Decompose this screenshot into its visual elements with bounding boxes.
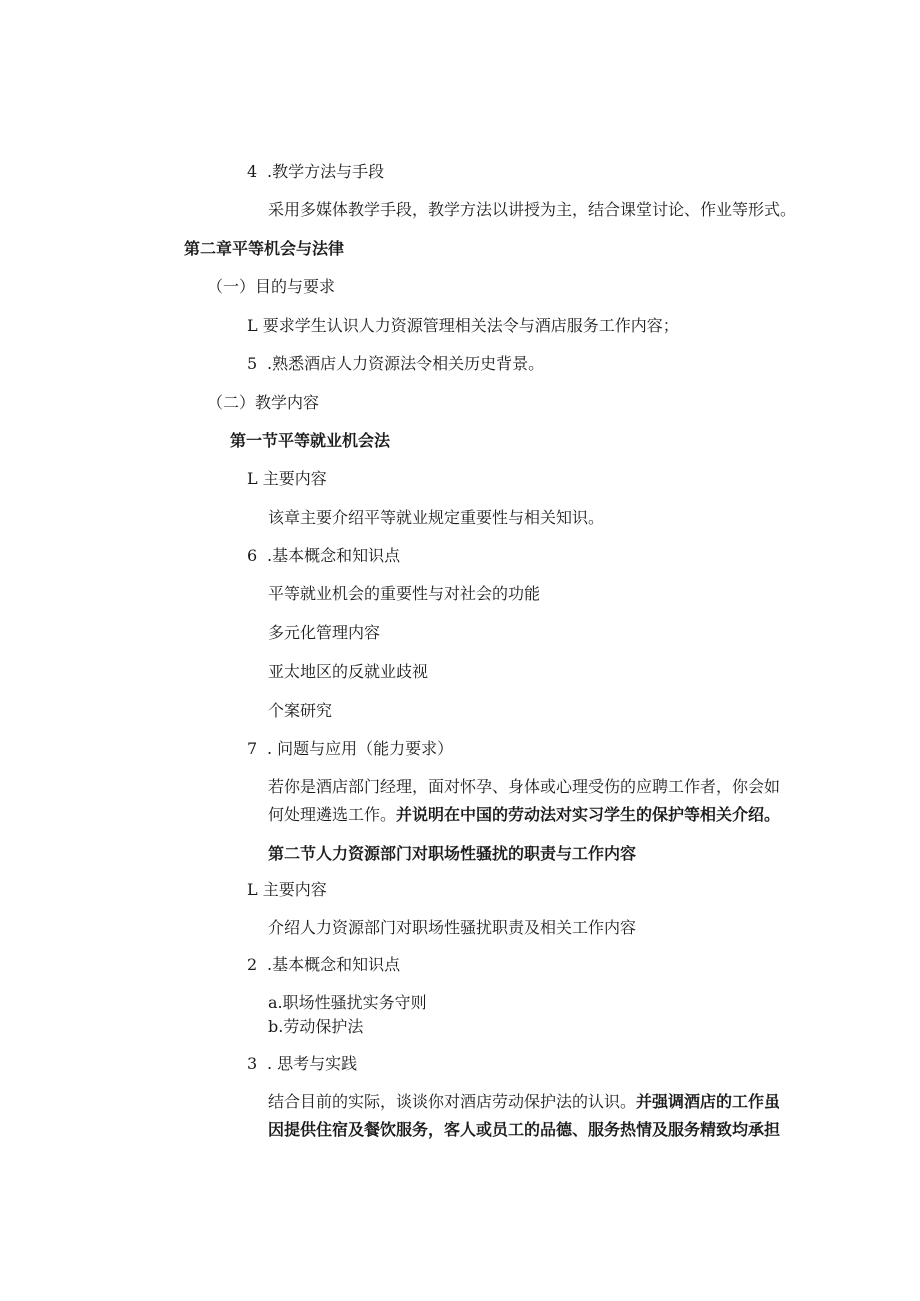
apply-text-bold: 并说明在中国的劳动法对实习学生的保护等相关介绍。 bbox=[396, 805, 781, 824]
item-label: 主要内容 bbox=[262, 469, 327, 488]
item-label: .基本概念和知识点 bbox=[267, 955, 401, 974]
item-number: 6 bbox=[247, 546, 258, 565]
section-1-title: 第一节平等就业机会法 bbox=[230, 431, 391, 450]
section-2-main-heading bbox=[247, 880, 327, 900]
section-2-concepts-heading bbox=[247, 955, 400, 975]
item-marker: L bbox=[247, 316, 258, 335]
part-1-heading: （一）目的与要求 bbox=[207, 277, 336, 296]
concept-item: 亚太地区的反就业歧视 bbox=[268, 662, 429, 681]
concept-item: a.职场性骚扰实务守则 bbox=[268, 993, 427, 1012]
chapter-2-title: 第二章平等机会与法律 bbox=[184, 239, 345, 258]
heading-text: .教学方法与手段 bbox=[267, 162, 385, 181]
section-2-main-text: 介绍人力资源部门对职场性骚扰职责及相关工作内容 bbox=[268, 918, 637, 937]
practice-text-bold: 并强调酒店的工作虽 bbox=[636, 1092, 781, 1111]
apply-text-line-1: 若你是酒店部门经理，面对怀孕、身体或心理受伤的应聘工作者，你会如 bbox=[268, 777, 781, 796]
item-number: 3 bbox=[247, 1054, 258, 1073]
item-label: . 思考与实践 bbox=[267, 1054, 358, 1073]
item-text: .熟悉酒店人力资源法令相关历史背景。 bbox=[267, 354, 545, 373]
section-1-main-text: 该章主要介绍平等就业规定重要性与相关知识。 bbox=[268, 508, 605, 527]
part-1-item-1 bbox=[247, 316, 679, 336]
item-marker: L bbox=[247, 880, 258, 899]
part-2-heading: （二）教学内容 bbox=[207, 393, 320, 412]
item-marker: L bbox=[247, 469, 258, 488]
practice-text-normal: 结合目前的实际，谈谈你对酒店劳动保护法的认识。 bbox=[268, 1092, 637, 1111]
section-1-concepts-heading bbox=[247, 546, 400, 566]
item-number: 4 bbox=[247, 162, 258, 181]
item-number: 2 bbox=[247, 955, 258, 974]
section-4-text: 采用多媒体教学手段，教学方法以讲授为主，结合课堂讨论、作业等形式。 bbox=[268, 200, 797, 219]
section-2-practice-heading bbox=[247, 1054, 357, 1074]
practice-text-line-2: 因提供住宿及餐饮服务，客人或员工的品德、服务热情及服务精致均承担 bbox=[268, 1120, 781, 1139]
practice-text-line-1 bbox=[268, 1092, 780, 1112]
section-4-heading bbox=[247, 162, 384, 182]
item-number: 5 bbox=[247, 354, 258, 373]
apply-text-line-2 bbox=[268, 805, 780, 825]
concept-item: 多元化管理内容 bbox=[268, 623, 381, 642]
item-text: 要求学生认识人力资源管理相关法令与酒店服务工作内容； bbox=[262, 316, 679, 335]
apply-text-normal: 何处理遴选工作。 bbox=[268, 805, 397, 824]
item-label: . 问题与应用（能力要求） bbox=[267, 739, 454, 758]
section-2-title: 第二节人力资源部门对职场性骚扰的职责与工作内容 bbox=[268, 844, 637, 863]
concept-item: 平等就业机会的重要性与对社会的功能 bbox=[268, 584, 541, 603]
item-number: 7 bbox=[247, 739, 258, 758]
item-label: .基本概念和知识点 bbox=[267, 546, 401, 565]
concept-item: 个案研究 bbox=[268, 701, 333, 720]
section-1-apply-heading bbox=[247, 739, 453, 759]
concept-item: b.劳动保护法 bbox=[268, 1017, 364, 1036]
part-1-item-2 bbox=[247, 354, 544, 374]
section-1-main-heading bbox=[247, 469, 327, 489]
item-label: 主要内容 bbox=[262, 880, 327, 899]
